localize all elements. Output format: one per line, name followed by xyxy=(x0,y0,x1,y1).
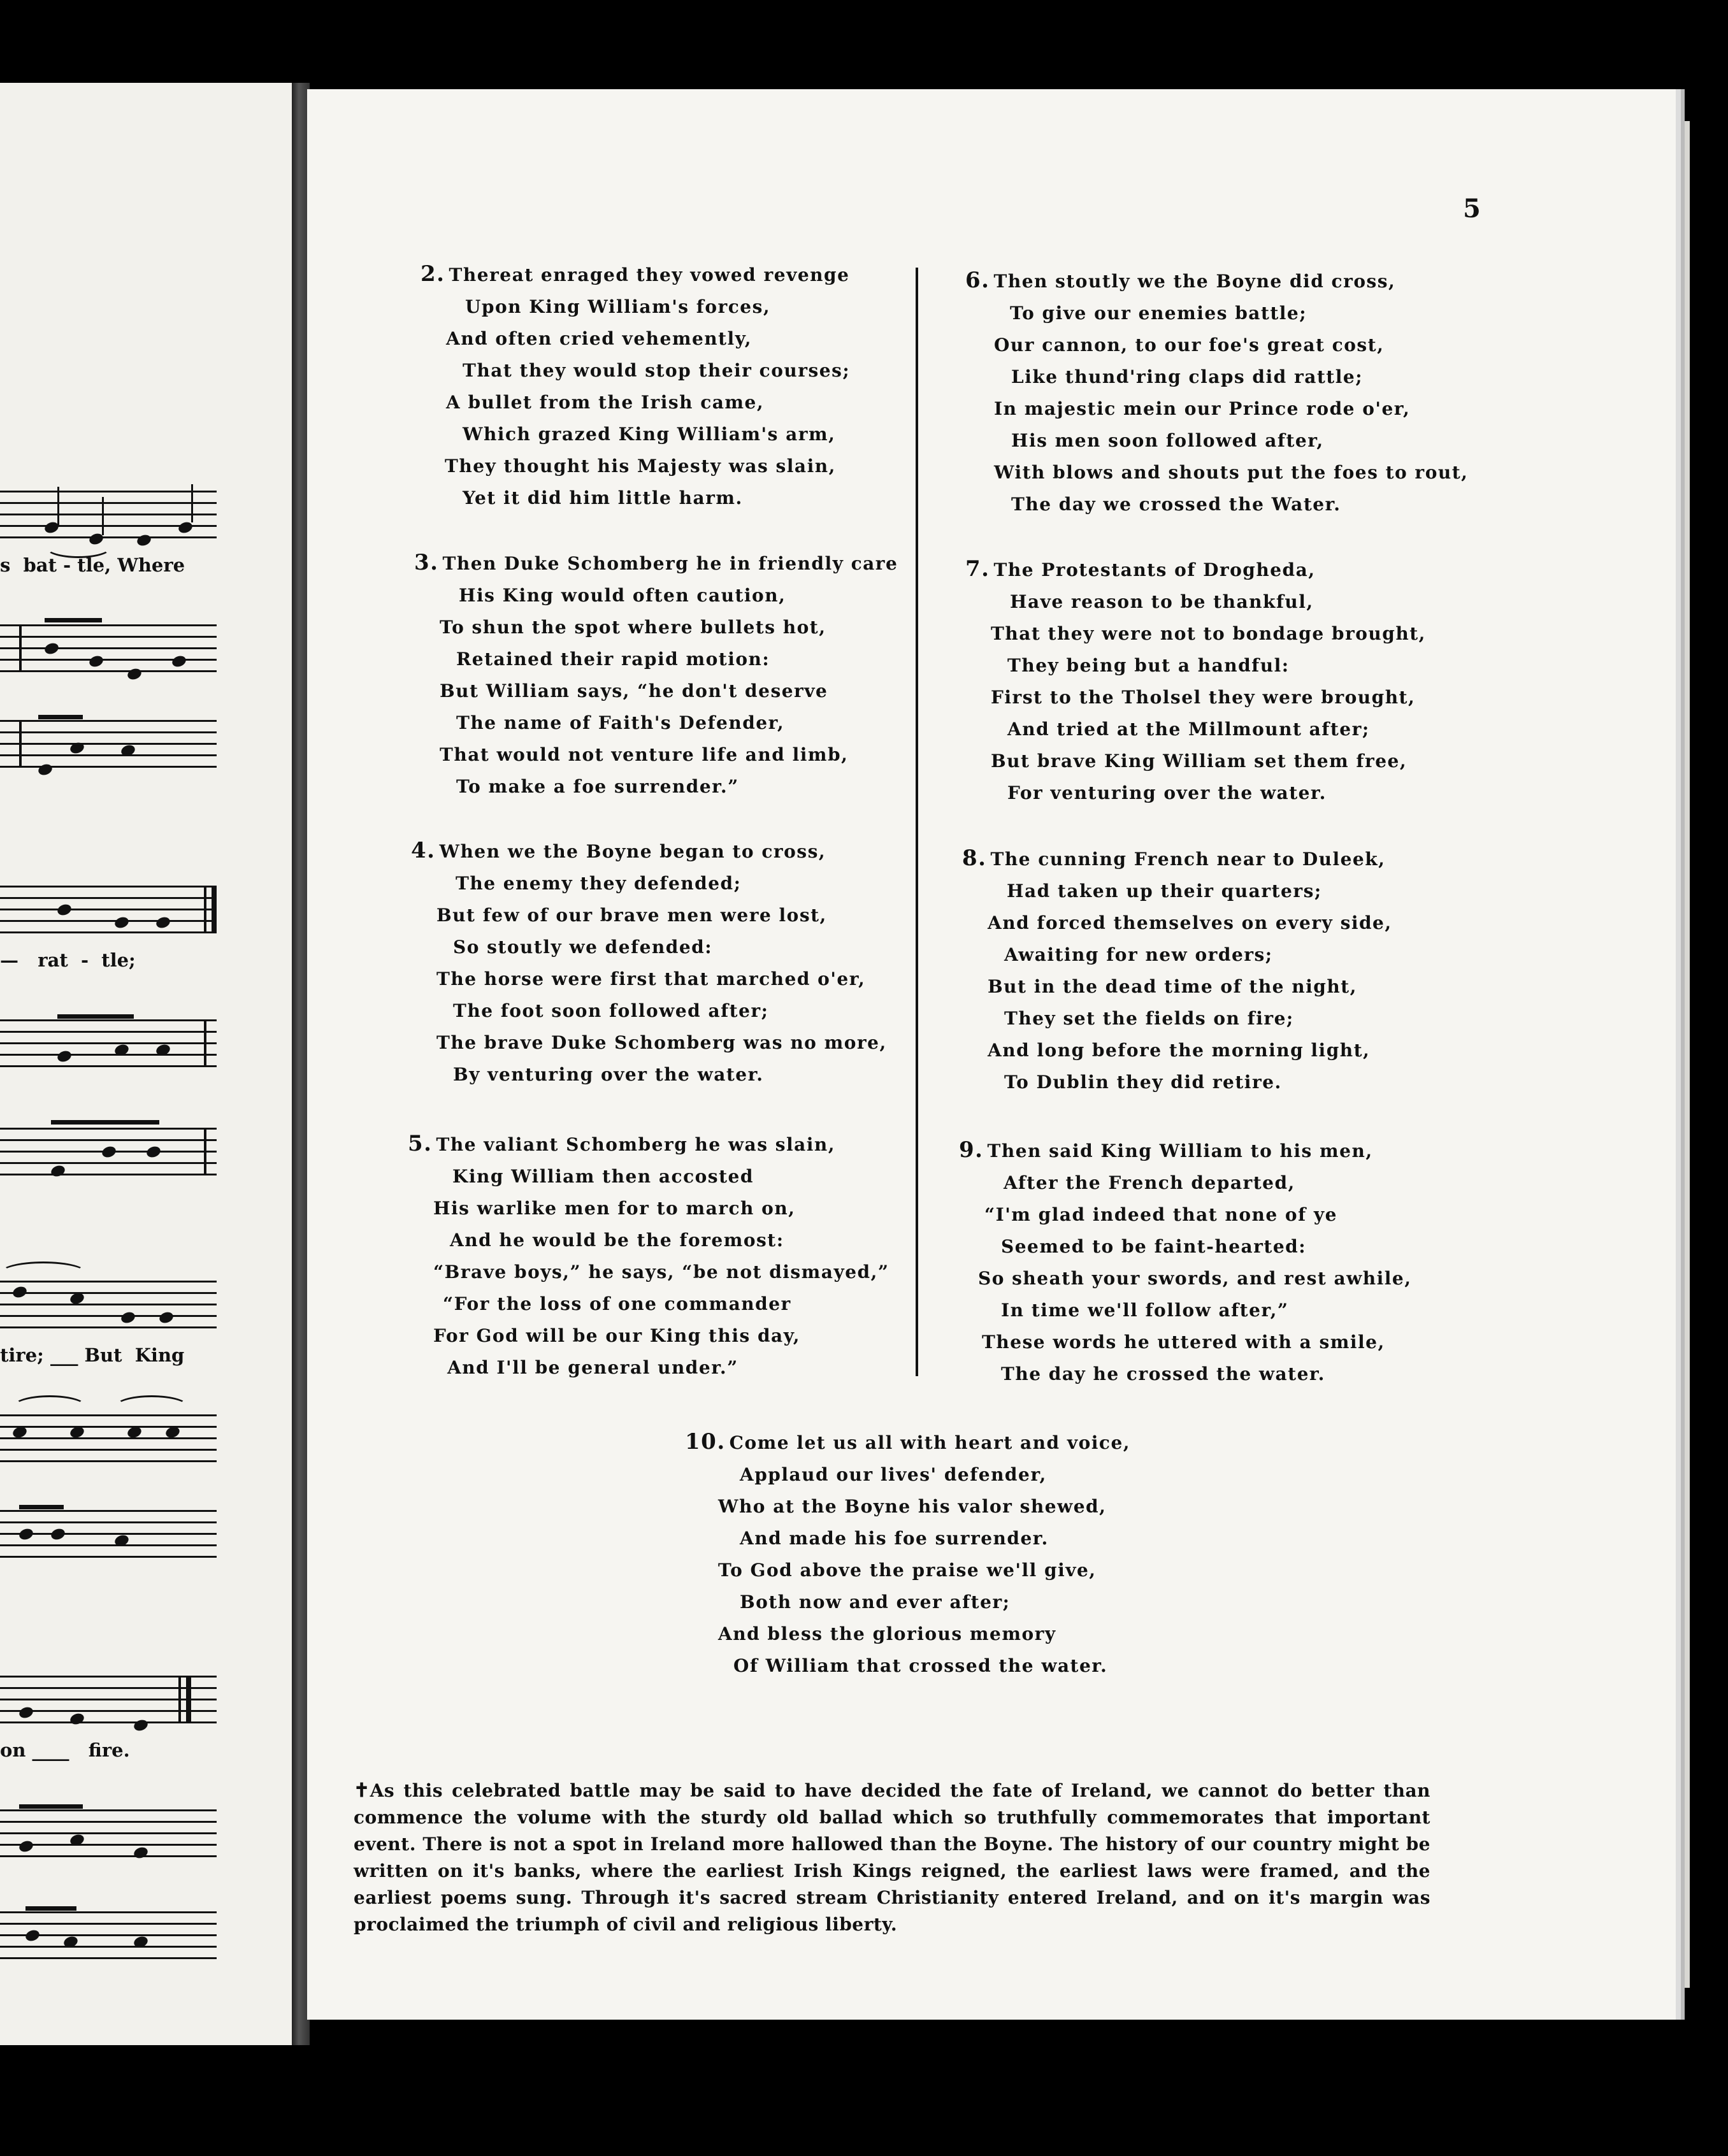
verse-line: But few of our brave men were lost, xyxy=(436,905,827,926)
stanza-number: 10. xyxy=(685,1429,726,1455)
verse-line: Awaiting for new orders; xyxy=(1004,944,1273,965)
footnote-text: As this celebrated battle may be said to have decided the fate of Ireland, we cannot do better than commence the volume with the sturdy old ballad which so truthfully commemorates that important event. There is not a spot in Ireland more hallowed than the Boyne. The history of our country might be written on it's banks, where the earliest Irish Kings reigned, the earliest laws were framed, and the earliest poems sung. Through it's sacred stream Christianity entered Ireland, and on it's margin was proclaimed the triumph of civil and religious liberty. xyxy=(354,1780,1430,1935)
verse-line: The day we crossed the Water. xyxy=(1011,494,1341,515)
verse-line: To make a foe surrender.” xyxy=(456,776,739,797)
verse-line: And made his foe surrender. xyxy=(740,1528,1049,1549)
verse-line: The horse were first that marched o'er, xyxy=(436,968,866,989)
stanza-number: 7. xyxy=(965,556,990,582)
page-number: 5 xyxy=(1463,194,1481,224)
verse-line: Which grazed King William's arm, xyxy=(463,424,836,445)
stanza xyxy=(408,1128,889,1384)
verse-line: The enemy they defended; xyxy=(456,873,742,894)
verse-line: The foot soon followed after; xyxy=(453,1000,769,1021)
column-divider xyxy=(916,268,918,1376)
stanza-number: 3. xyxy=(414,550,439,575)
verse-line: To Dublin they did retire. xyxy=(1004,1072,1282,1093)
verse-line: First to the Tholsel they were brought, xyxy=(991,687,1416,708)
stanza xyxy=(421,258,850,514)
verse-line: The Protestants of Drogheda, xyxy=(993,559,1316,580)
verse-line: For venturing over the water. xyxy=(1007,782,1327,803)
verse-line: And bless the glorious memory xyxy=(718,1623,1056,1644)
verse-line: His King would often caution, xyxy=(459,585,786,606)
lyric-fragment: — rat - tle; xyxy=(0,949,136,971)
verse-line: Seemed to be faint-hearted: xyxy=(1001,1236,1307,1257)
verse-line: In majestic mein our Prince rode o'er, xyxy=(994,398,1411,419)
verse-line: They being but a handful: xyxy=(1007,655,1290,676)
verse-line: That they were not to bondage brought, xyxy=(991,623,1426,644)
stanza-number: 2. xyxy=(421,261,445,287)
stanza xyxy=(411,835,887,1091)
verse-line: To God above the praise we'll give, xyxy=(718,1560,1097,1581)
stanza xyxy=(959,1134,1411,1390)
verse-line: Thereat enraged they vowed revenge xyxy=(449,264,850,285)
verse-line: Yet it did him little harm. xyxy=(463,487,743,508)
stanza-number: 8. xyxy=(962,845,987,871)
stanza-number: 5. xyxy=(408,1131,433,1156)
verse-line: To give our enemies battle; xyxy=(1010,303,1307,324)
verse-line: “For the loss of one commander xyxy=(443,1293,791,1314)
verse-line: The brave Duke Schomberg was no more, xyxy=(436,1032,887,1053)
verse-line: And long before the morning light, xyxy=(988,1040,1371,1061)
verse-line: And forced themselves on every side, xyxy=(988,912,1392,933)
verse-line: Retained their rapid motion: xyxy=(456,649,770,670)
verse-line: The valiant Schomberg he was slain, xyxy=(436,1134,835,1155)
verse-line: Both now and ever after; xyxy=(740,1592,1011,1613)
verse-line: Applaud our lives' defender, xyxy=(740,1464,1047,1485)
verse-line: They set the fields on fire; xyxy=(1004,1008,1294,1029)
verse-line: But in the dead time of the night, xyxy=(988,976,1357,997)
page-edge xyxy=(1676,121,1690,1988)
left-page xyxy=(0,83,292,2045)
verse-line: Have reason to be thankful, xyxy=(1010,591,1314,612)
lyric-fragment: tire; ___ But King xyxy=(0,1344,185,1366)
verse-line: That would not venture life and limb, xyxy=(440,744,849,765)
verse-line: For God will be our King this day, xyxy=(433,1325,801,1346)
verse-line: “Brave boys,” he says, “be not dismayed,” xyxy=(433,1261,889,1283)
verse-line: Upon King William's forces, xyxy=(465,296,771,317)
lyric-fragment: s bat - tle, Where xyxy=(0,554,185,576)
footnote-marker: ✝ xyxy=(354,1779,370,1802)
verse-line: But William says, “he don't deserve xyxy=(440,680,828,701)
verse-line: By venturing over the water. xyxy=(453,1064,764,1085)
verse-line: After the French departed, xyxy=(1004,1172,1295,1193)
verse-line: Then stoutly we the Boyne did cross, xyxy=(993,271,1396,292)
verse-line: But brave King William set them free, xyxy=(991,751,1408,772)
stanza xyxy=(685,1426,1130,1682)
stanza xyxy=(414,547,898,803)
verse-line: And he would be the foremost: xyxy=(450,1230,784,1251)
verse-line: The day he crossed the water. xyxy=(1001,1363,1325,1384)
verse-line: Come let us all with heart and voice, xyxy=(729,1432,1131,1453)
verse-line: King William then accosted xyxy=(452,1166,754,1187)
stanza xyxy=(965,553,1426,809)
lyric-fragment: on ____ fire. xyxy=(0,1739,130,1761)
verse-line: His men soon followed after, xyxy=(1011,430,1324,451)
verse-line: Our cannon, to our foe's great cost, xyxy=(994,334,1385,356)
stanza xyxy=(965,264,1468,521)
verse-line: “I'm glad indeed that none of ye xyxy=(984,1204,1337,1225)
verse-line: Of William that crossed the water. xyxy=(733,1655,1108,1676)
verse-line: A bullet from the Irish came, xyxy=(446,392,765,413)
verse-line: With blows and shouts put the foes to rout, xyxy=(994,462,1469,483)
footnote xyxy=(354,1778,1430,1938)
verse-line: And often cried vehemently, xyxy=(446,328,752,349)
verse-line: So sheath your swords, and rest awhile, xyxy=(978,1268,1412,1289)
verse-line: And tried at the Millmount after; xyxy=(1007,719,1370,740)
verse-line: In time we'll follow after,” xyxy=(1001,1300,1289,1321)
verse-line: To shun the spot where bullets hot, xyxy=(440,617,826,638)
stanza-number: 4. xyxy=(411,838,436,863)
verse-line: They thought his Majesty was slain, xyxy=(445,456,836,477)
verse-line: Then Duke Schomberg he in friendly care xyxy=(442,553,898,574)
verse-line: His warlike men for to march on, xyxy=(433,1198,796,1219)
stanza-number: 6. xyxy=(965,268,990,293)
verse-line: The cunning French near to Duleek, xyxy=(990,849,1386,870)
verse-line: When we the Boyne began to cross, xyxy=(439,841,826,862)
verse-line: These words he uttered with a smile, xyxy=(982,1332,1385,1353)
verse-line: So stoutly we defended: xyxy=(453,937,713,958)
stanza xyxy=(962,842,1392,1098)
verse-line: And I'll be general under.” xyxy=(447,1357,738,1378)
verse-line: The name of Faith's Defender, xyxy=(456,712,785,733)
verse-line: Had taken up their quarters; xyxy=(1007,880,1322,902)
verse-line: That they would stop their courses; xyxy=(463,360,851,381)
stanza-number: 9. xyxy=(959,1137,984,1163)
verse-line: Then said King William to his men, xyxy=(987,1140,1373,1161)
verse-line: Like thund'ring claps did rattle; xyxy=(1011,366,1364,387)
verse-line: Who at the Boyne his valor shewed, xyxy=(718,1496,1107,1517)
